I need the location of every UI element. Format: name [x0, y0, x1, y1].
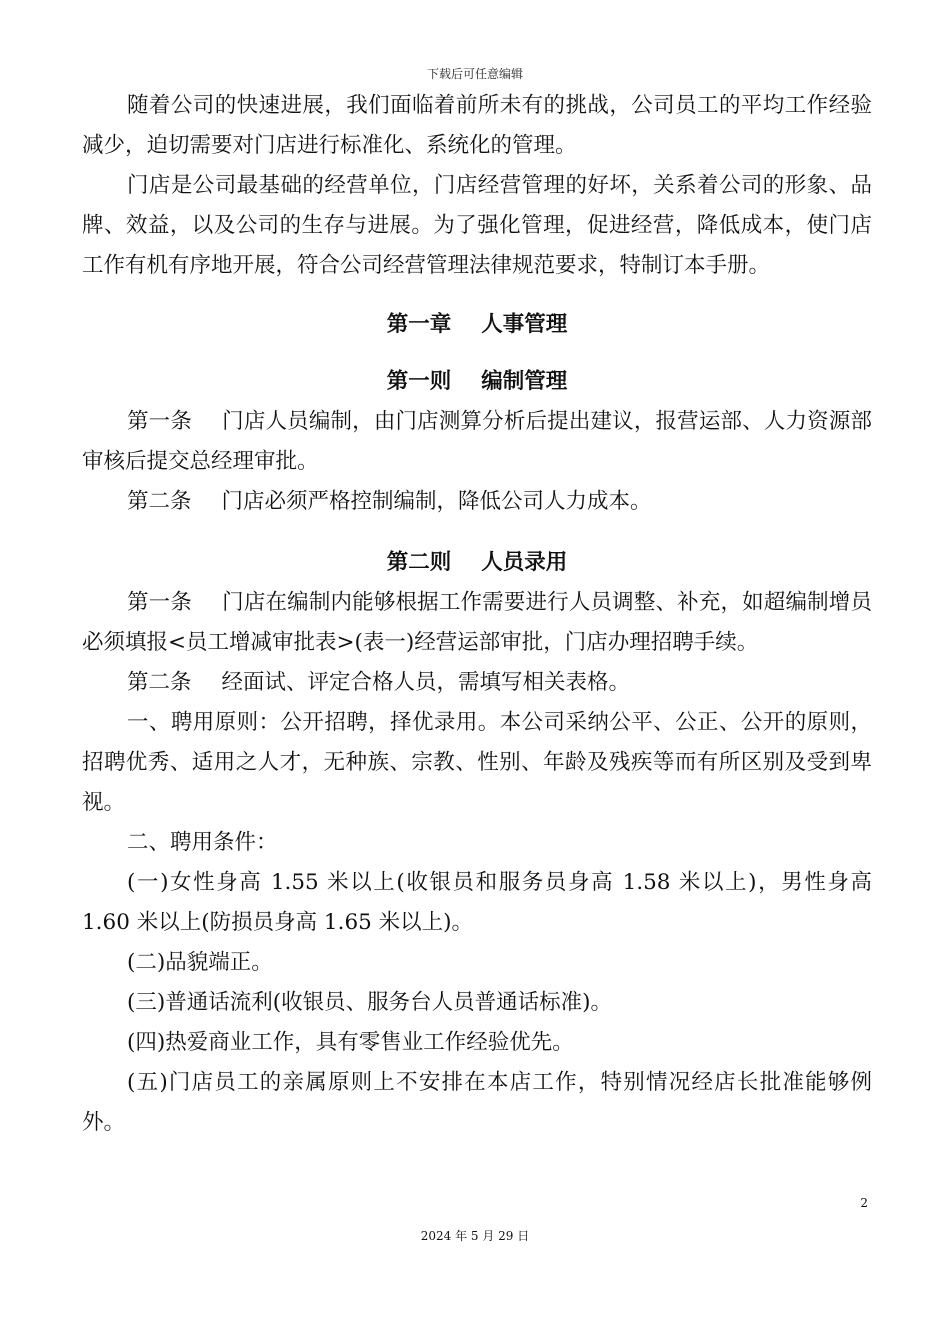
body-paragraph: (五)门店员工的亲属原则上不安排在本店工作，特别情况经店长批准能够例外。 — [82, 1070, 872, 1135]
article-paragraph — [82, 482, 872, 522]
section-title: 编制管理 — [481, 369, 568, 394]
article-label: 第二条 — [127, 670, 192, 695]
body-paragraph: 二、聘用条件： — [127, 830, 278, 855]
article-label: 第一条 — [127, 409, 192, 434]
body-paragraph: (一)女性身高 1.55 米以上(收银员和服务员身高 1.58 米以上)，男性身高 1.60 米以上(防损员身高 1.65 米以上)。 — [82, 870, 872, 935]
body-paragraph: (四)热爱商业工作，具有零售业工作经验优先。 — [127, 1030, 574, 1055]
article-text: 门店在编制内能够根据工作需要进行人员调整、补充，如超编制增员必须填报<员工增减审批表>(表一)经营运部审批，门店办理招聘手续。 — [82, 590, 872, 655]
article-paragraph — [82, 663, 872, 703]
chapter-title: 人事管理 — [481, 312, 568, 337]
section-label: 第二则 — [386, 550, 452, 575]
section-heading-1 — [82, 362, 872, 402]
page-header: 下载后可任意编辑 — [426, 67, 523, 81]
intro-paragraph-2: 门店是公司最基础的经营单位，门店经营管理的好坏，关系着公司的形象、品牌、效益，以及公司的生存与进展。为了强化管理，促进经营，降低成本，使门店工作有机有序地开展，符合公司经营管理法律规范要求，特制订本手册。 — [82, 173, 872, 278]
body-paragraph: (二)品貌端正。 — [127, 950, 273, 975]
intro-paragraph-1: 随着公司的快速进展，我们面临着前所未有的挑战，公司员工的平均工作经验减少，迫切需要对门店进行标准化、系统化的管理。 — [82, 93, 872, 158]
article-paragraph — [82, 583, 872, 663]
chapter-heading — [82, 305, 872, 345]
page-number: 2 — [860, 1196, 868, 1210]
section-title: 人员录用 — [481, 550, 568, 575]
article-text: 门店必须严格控制编制，降低公司人力成本。 — [221, 489, 652, 514]
section-heading-2 — [82, 543, 872, 583]
section-label: 第一则 — [386, 369, 452, 394]
article-paragraph — [82, 402, 872, 482]
article-label: 第一条 — [127, 590, 192, 615]
body-paragraph: 一、聘用原则：公开招聘，择优录用。本公司采纳公平、公正、公开的原则，招聘优秀、适用之人才，无种族、宗教、性别、年龄及残疾等而有所区别及受到卑视。 — [82, 710, 872, 815]
article-text: 经面试、评定合格人员，需填写相关表格。 — [221, 670, 631, 695]
article-label: 第二条 — [127, 489, 192, 514]
document-body — [82, 86, 872, 1143]
article-text: 门店人员编制，由门店测算分析后提出建议，报营运部、人力资源部审核后提交总经理审批。 — [82, 409, 872, 474]
chapter-label: 第一章 — [386, 312, 452, 337]
body-paragraph: (三)普通话流利(收银员、服务台人员普通话标准)。 — [127, 990, 613, 1015]
footer-date: 2024 年 5 月 29 日 — [420, 1229, 530, 1243]
